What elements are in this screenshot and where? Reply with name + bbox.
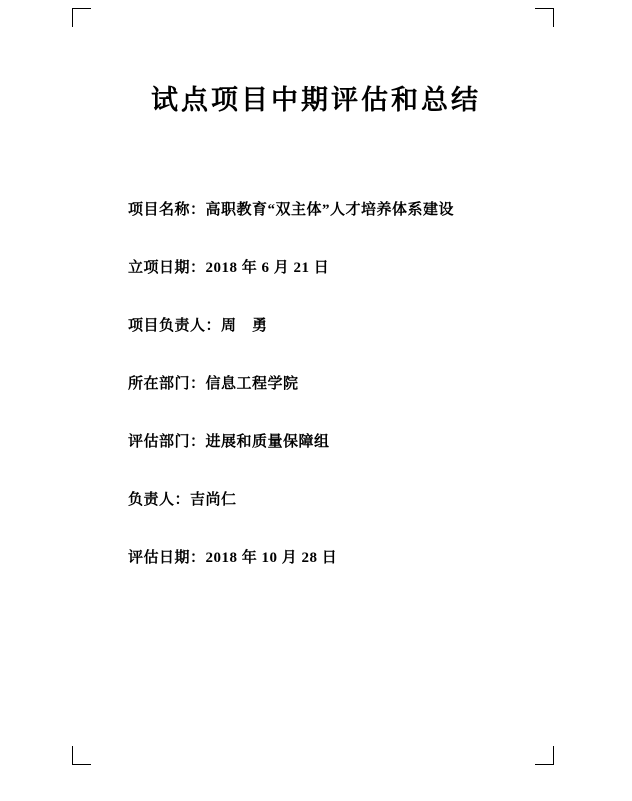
- field-value-evaluation-department: 进展和质量保障组: [205, 434, 330, 450]
- field-row: [128, 374, 548, 394]
- page-title: 试点项目中期评估和总结: [151, 85, 481, 115]
- field-value-project-leader: 周 勇: [221, 318, 268, 334]
- crop-mark-top-right: [535, 8, 554, 27]
- field-value-project-name: 高职教育“双主体”人才培养体系建设: [205, 202, 455, 218]
- field-row: [128, 200, 548, 220]
- field-row: [128, 316, 548, 336]
- crop-mark-top-left: [72, 8, 91, 27]
- field-label-responsible-person: 负责人：: [128, 492, 191, 508]
- field-value-evaluation-date: 2018 年 10 月 28 日: [205, 550, 338, 566]
- field-row: [128, 432, 548, 452]
- field-row: [128, 490, 548, 510]
- field-row: [128, 548, 548, 568]
- crop-mark-bottom-left: [72, 746, 91, 765]
- field-value-responsible-person: 吉尚仁: [190, 492, 237, 508]
- field-label-project-leader: 项目负责人：: [128, 318, 222, 334]
- field-label-approval-date: 立项日期：: [128, 260, 206, 276]
- field-row: [128, 258, 548, 278]
- field-value-department: 信息工程学院: [205, 376, 299, 392]
- field-label-evaluation-department: 评估部门：: [128, 434, 206, 450]
- field-label-project-name: 项目名称：: [128, 202, 206, 218]
- field-value-approval-date: 2018 年 6 月 21 日: [205, 260, 330, 276]
- document-fields: [128, 200, 548, 606]
- field-label-evaluation-date: 评估日期：: [128, 550, 206, 566]
- field-label-department: 所在部门：: [128, 376, 206, 392]
- crop-mark-bottom-right: [535, 746, 554, 765]
